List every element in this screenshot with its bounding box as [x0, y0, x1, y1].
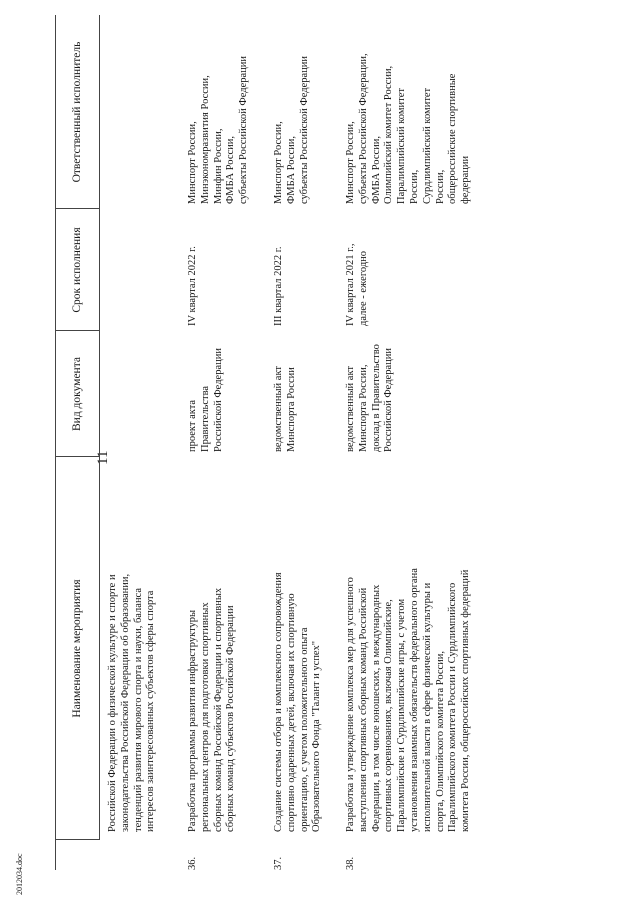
- row-name: Разработка программы развития инфраструктуры региональных центров для подготовки спортивных сборных команд Российской Федерации и спортивных сборных команд субъектов Российской Федерации: [187, 587, 237, 832]
- header-deadline: Срок исполнения: [55, 209, 100, 331]
- footer-code: 2012034.doc: [15, 853, 24, 895]
- header-responsible: Ответственный исполнитель: [55, 15, 100, 209]
- row-name: Российской Федерации о физической культуре и спорте и законодательства Российской Федерации об образовании, тенденций развития мирового спорта и науки, баланса интересов заинтересованных субъектов сферы спорта: [107, 573, 157, 832]
- row-responsible: Минспорт России, субъекты Российской Федерации, ФМБА России, Олимпийский комитет России, Паралимпийский комитет России, Сурдлимпийский комитет России, общероссийские спортивные федерации: [345, 53, 472, 204]
- row-deadline: III квартал 2022 г.: [273, 246, 284, 326]
- events-table: [15, 15, 632, 870]
- header-divider: [55, 839, 99, 840]
- row-number: 37.: [273, 856, 284, 870]
- row-deadline: IV квартал 2022 г.: [187, 246, 198, 326]
- header-divider: [55, 208, 99, 209]
- row-number: 36.: [187, 856, 198, 870]
- header-doctype: Вид документа: [55, 331, 100, 457]
- row-number: 38.: [345, 856, 356, 870]
- row-deadline: IV квартал 2021 г., далее - ежегодно: [345, 243, 369, 326]
- header-divider: [55, 456, 99, 457]
- row-responsible: Минспорт России, Минэкономразвития России, Минфин России, ФМБА России, субъекты Российской Федерации: [187, 56, 250, 204]
- row-name: Разработка и утверждение комплекса мер для успешного выступления спортивных сборных команд Российской Федерации, в том числе юношеских, в международных спортивных соревнованиях, включая Олимпийские, Паралимпийские и Сурдлимпийские игры, с учетом установления взаимных обязательств федерального органа исполнительной власти в сфере физической культуры и спорта, Олимпийского комитета России, Паралимпийского комитета России и Сурдлимпийского комитета России, общероссийских спортивных федераций: [345, 568, 472, 832]
- row-doctype: проект акта Правительства Российской Федерации: [187, 348, 224, 452]
- row-doctype: ведомственный акт Минспорта России, доклад в Правительство Российской Федерации: [345, 344, 395, 452]
- header-divider: [55, 330, 99, 331]
- header-name: Наименование мероприятия: [55, 457, 100, 840]
- page-number: 11: [95, 450, 111, 465]
- row-responsible: Минспорт России, ФМБА России, субъекты Российской Федерации: [273, 56, 310, 204]
- row-doctype: ведомственный акт Минспорта России: [273, 365, 297, 452]
- row-name: Создание системы отбора и комплексного сопровождения спортивно одаренных детей, включая их спортивную ориентацию, с учетом положительного опыта Образовательного Фонда "Талант и успех": [273, 572, 323, 832]
